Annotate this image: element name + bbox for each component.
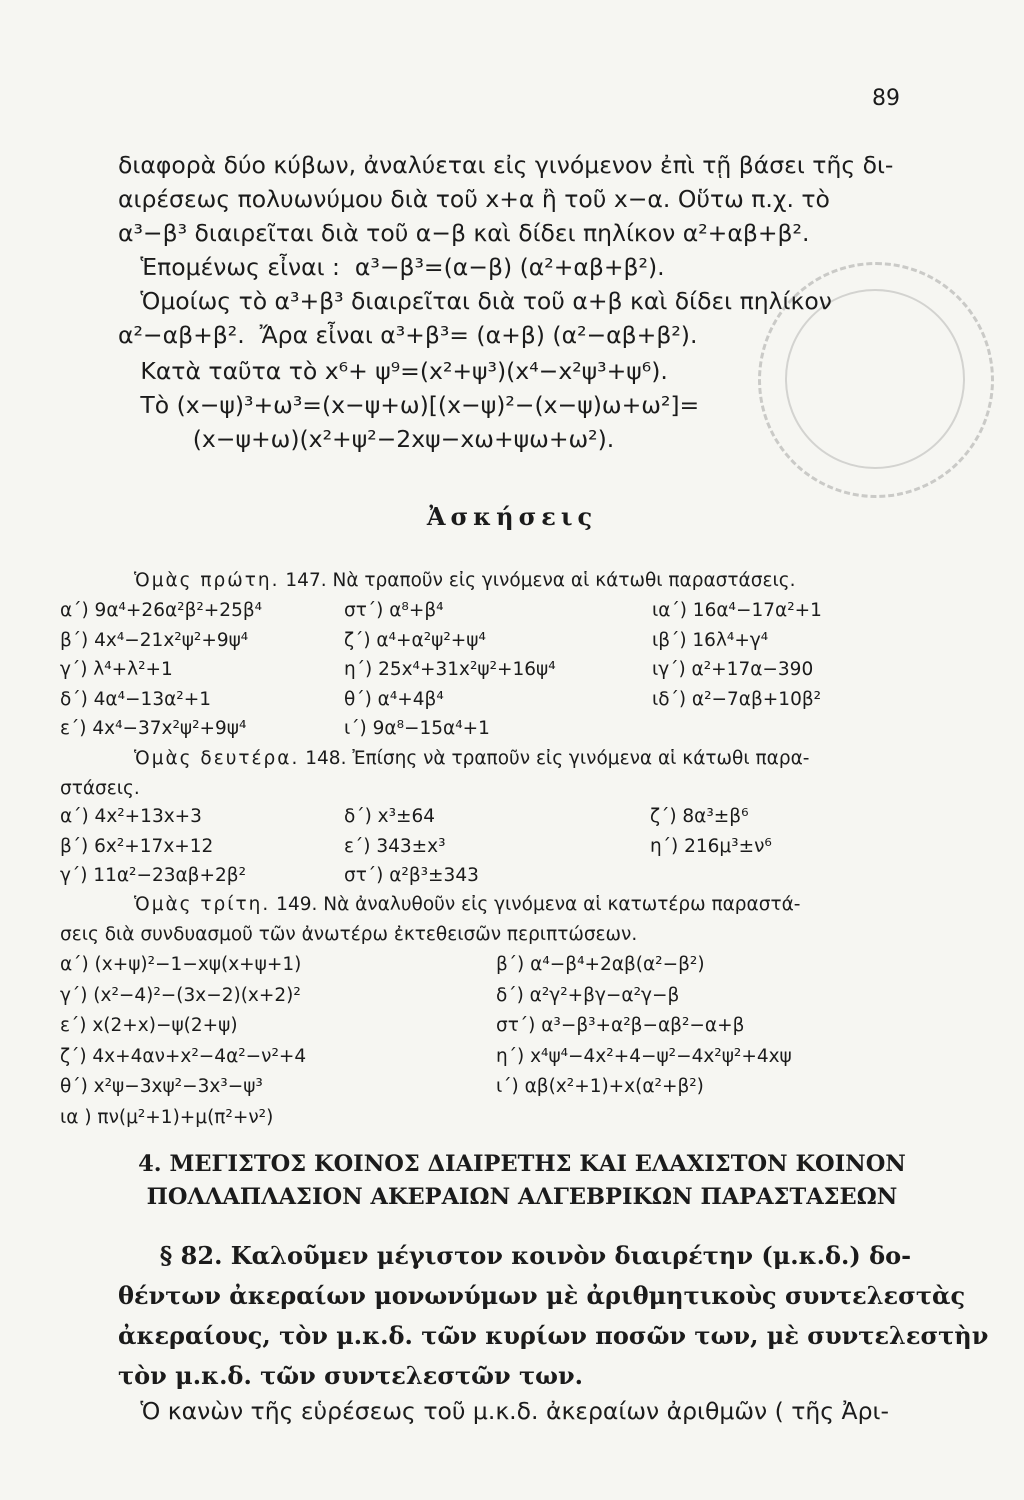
exercise-item: ια ) πν(μ²+1)+μ(π²+ν²) — [60, 1106, 274, 1128]
exercise-item: ε΄) 343±x³ — [344, 835, 446, 857]
exercise-item: θ΄) α⁴+4β⁴ — [344, 688, 444, 710]
paragraph-82-line: θέντων ἀκεραίων μονωνύμων μὲ ἀριθμητικοὺς συντελεστὰς — [118, 1281, 966, 1310]
group3-col2 — [496, 950, 792, 1103]
group3-text-cont: σεις διὰ συνδυασμοῦ τῶν ἀνωτέρω ἐκτεθεισῶν περιπτώσεων. — [60, 924, 638, 945]
group1-text: 147. Νὰ τραποῦν εἰς γινόμενα αἱ κάτωθι παραστάσεις. — [285, 570, 796, 591]
exercises-heading: Ἀσκήσεις — [426, 502, 598, 531]
group3-col1 — [60, 950, 306, 1133]
exercise-item: α΄) 4x²+13x+3 — [60, 806, 202, 827]
exercise-item: θ΄) x²ψ−3xψ²−3x³−ψ³ — [60, 1076, 263, 1097]
exercise-item: α΄) 9α⁴+26α²β²+25β⁴ — [60, 600, 263, 621]
group2-label: Ὁμὰς δευτέρα. — [134, 748, 300, 769]
exercise-item: γ΄) 11α²−23αβ+2β² — [60, 865, 246, 886]
exercise-item: ιδ΄) α²−7αβ+10β² — [652, 688, 822, 710]
intro-line: Ἑπομένως εἶναι : α³−β³=(α−β) (α²+αβ+β²). — [118, 253, 665, 281]
exercise-item: β΄) α⁴−β⁴+2αβ(α²−β²) — [496, 954, 705, 975]
exercise-item: ζ΄) α⁴+α²ψ²+ψ⁴ — [344, 629, 486, 651]
intro-line: α²−αβ+β². Ἄρα εἶναι α³+β³= (α+β) (α²−αβ+β²). — [118, 321, 698, 349]
exercise-item: γ΄) (x²−4)²−(3x−2)(x+2)² — [60, 984, 301, 1006]
exercise-item: δ΄) α²γ²+βγ−α²γ−β — [496, 984, 680, 1006]
exercise-item: δ΄) 4α⁴−13α²+1 — [60, 688, 211, 710]
group1-col1 — [60, 596, 262, 744]
exercise-item: ι΄) αβ(x²+1)+x(α²+β²) — [496, 1076, 704, 1097]
section-title-line2: ΠΟΛΛΑΠΛΑΣΙΟΝ ΑΚΕΡΑΙΩΝ ΑΛΓΕΒΡΙΚΩΝ ΠΑΡΑΣΤΑΣΕΩΝ — [146, 1184, 898, 1210]
group3-heading — [134, 890, 964, 920]
group1-col2 — [344, 596, 556, 744]
intro-line: Τὸ (x−ψ)³+ω³=(x−ψ+ω)[(x−ψ)²−(x−ψ)ω+ω²]= — [118, 391, 700, 419]
exercise-item: γ΄) λ⁴+λ²+1 — [60, 659, 173, 680]
exercise-item: δ΄) x³±64 — [344, 806, 436, 827]
exercise-item: ε΄) x(2+x)−ψ(2+ψ) — [60, 1015, 238, 1036]
exercise-item: β΄) 4x⁴−21x²ψ²+9ψ⁴ — [60, 629, 249, 651]
group1-col3 — [652, 596, 822, 714]
exercise-item: β΄) 6x²+17x+12 — [60, 835, 214, 857]
group2-col2 — [344, 802, 479, 891]
exercise-item: η΄) x⁴ψ⁴−4x²+4−ψ²−4x²ψ²+4xψ — [496, 1045, 792, 1067]
intro-line: Κατὰ ταῦτα τὸ x⁶+ ψ⁹=(x²+ψ³)(x⁴−x²ψ³+ψ⁶). — [118, 357, 668, 385]
exercise-item: η΄) 216μ³±ν⁶ — [650, 835, 772, 857]
exercise-item: α΄) (x+ψ)²−1−xψ(x+ψ+1) — [60, 954, 302, 975]
exercise-item: ε΄) 4x⁴−37x²ψ²+9ψ⁴ — [60, 718, 247, 739]
intro-line: (x−ψ+ω)(x²+ψ²−2xψ−xω+ψω+ω²). — [118, 425, 615, 453]
exercise-item: στ΄) α³−β³+α²β−αβ²−α+β — [496, 1015, 745, 1036]
exercise-item: ι΄) 9α⁸−15α⁴+1 — [344, 718, 490, 739]
group3-label: Ὁμὰς τρίτη. — [134, 894, 271, 915]
intro-line: διαφορὰ δύο κύβων, ἀναλύεται εἰς γινόμενον ἐπὶ τῇ βάσει τῆς δι- — [118, 151, 894, 179]
intro-line: α³−β³ διαιρεῖται διὰ τοῦ α−β καὶ δίδει πηλίκον α²+αβ+β². — [118, 219, 810, 247]
group3-text: 149. Νὰ ἀναλυθοῦν εἰς γινόμενα αἱ κατωτέρω παραστά- — [276, 894, 801, 915]
group2-text-cont: στάσεις. — [60, 778, 140, 799]
group2-text: 148. Ἐπίσης νὰ τραποῦν εἰς γινόμενα αἱ κάτωθι παρα- — [305, 748, 810, 769]
paragraph-82-line: § 82. Καλοῦμεν μέγιστον κοινὸν διαιρέτην (μ.κ.δ.) δο- — [118, 1241, 912, 1270]
intro-line: Ὁμοίως τὸ α³+β³ διαιρεῖται διὰ τοῦ α+β καὶ δίδει πηλίκον — [118, 287, 832, 315]
intro-line: αιρέσεως πολυωνύμου διὰ τοῦ x+α ἢ τοῦ x−α. Οὕτω π.χ. τὸ — [118, 185, 830, 213]
page-number: 89 — [872, 86, 900, 111]
exercise-item: στ΄) α⁸+β⁴ — [344, 600, 444, 621]
group1-heading — [134, 566, 964, 596]
exercise-item: η΄) 25x⁴+31x²ψ²+16ψ⁴ — [344, 659, 556, 680]
group2-col1 — [60, 802, 246, 891]
exercise-item: ιβ΄) 16λ⁴+γ⁴ — [652, 629, 769, 651]
group1-label: Ὁμὰς πρώτη. — [134, 570, 280, 591]
group2-heading — [134, 744, 964, 774]
paragraph-82-line: ἀκεραίους, τὸν μ.κ.δ. τῶν κυρίων ποσῶν των, μὲ συντελεστὴν — [118, 1321, 989, 1350]
group2-col3 — [650, 802, 772, 861]
last-line: Ὁ κανὼν τῆς εὑρέσεως τοῦ μ.κ.δ. ἀκεραίων ἀριθμῶν ( τῆς Ἀρι- — [118, 1397, 889, 1425]
exercise-item: ζ΄) 8α³±β⁶ — [650, 806, 749, 827]
exercise-item: στ΄) α²β³±343 — [344, 865, 479, 886]
exercise-item: ια΄) 16α⁴−17α²+1 — [652, 600, 822, 621]
exercise-item: ζ΄) 4x+4αν+x²−4α²−ν²+4 — [60, 1045, 307, 1067]
section-title-line1: 4. ΜΕΓΙΣΤΟΣ ΚΟΙΝΟΣ ΔΙΑΙΡΕΤΗΣ ΚΑΙ ΕΛΑΧΙΣΤΟΝ ΚΟΙΝΟΝ — [138, 1151, 906, 1177]
exercise-item: ιγ΄) α²+17α−390 — [652, 659, 814, 680]
paragraph-82-line: τὸν μ.κ.δ. τῶν συντελεστῶν των. — [118, 1361, 584, 1390]
